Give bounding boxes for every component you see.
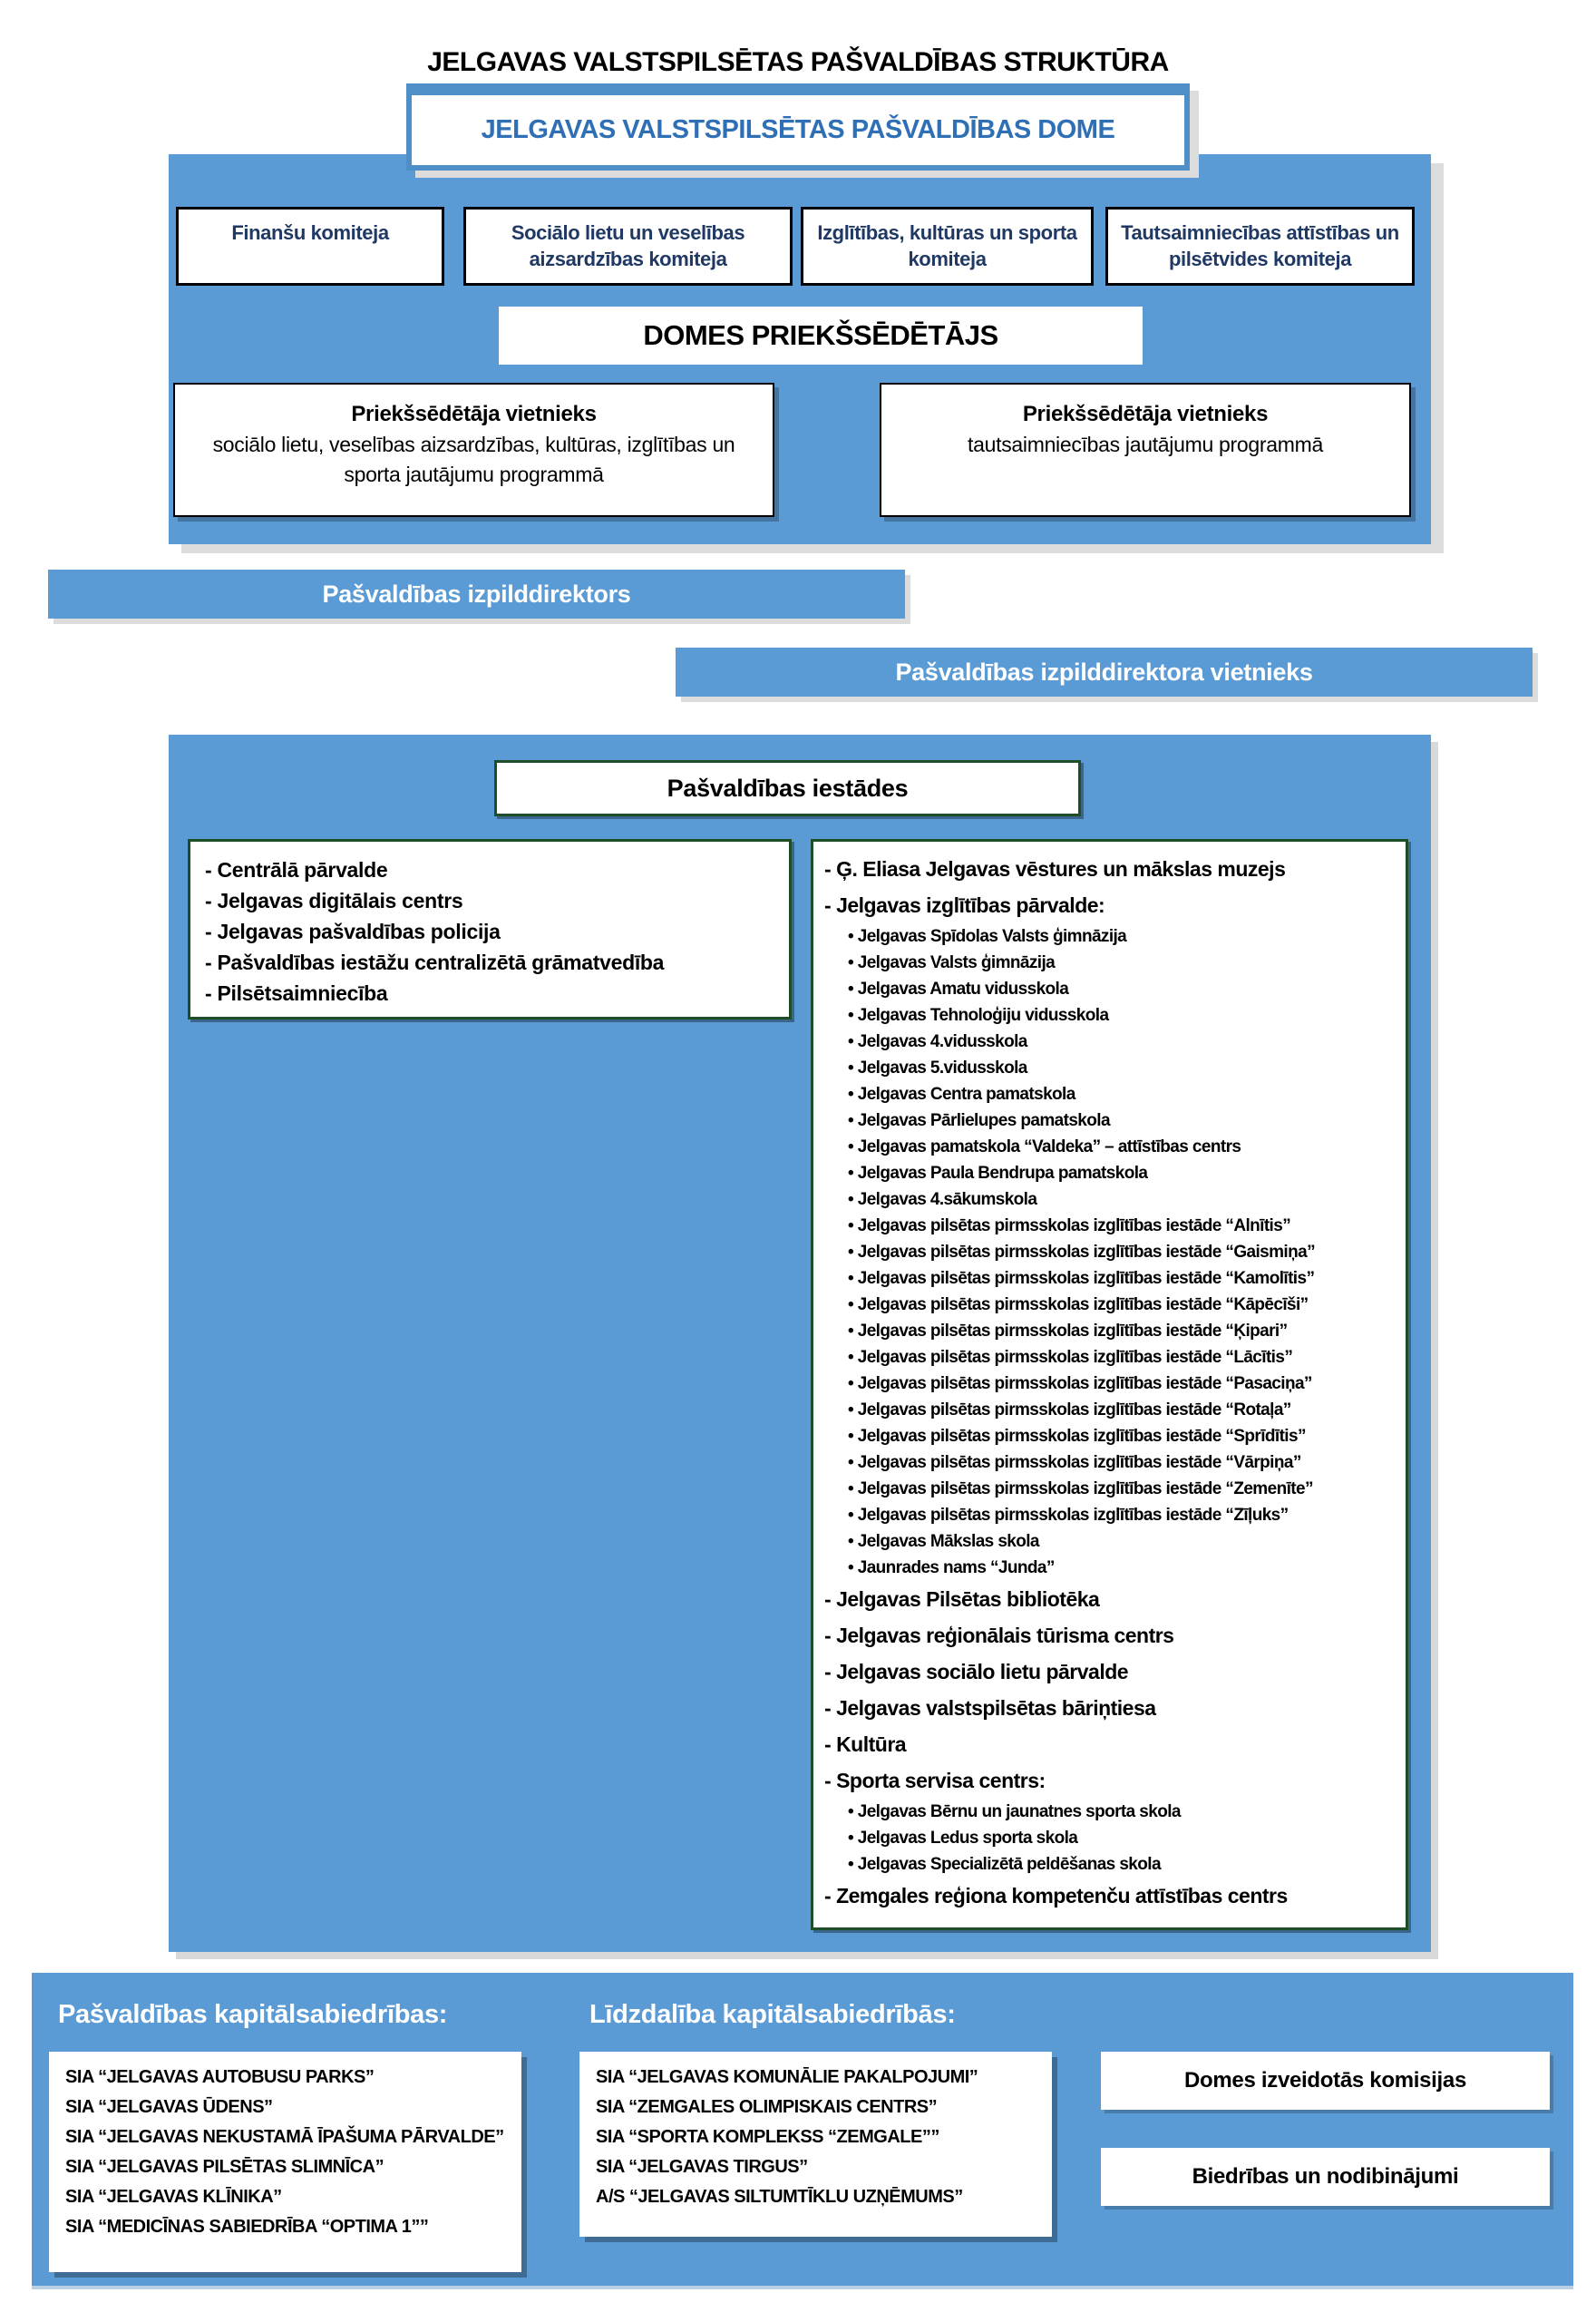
dome-title: JELGAVAS VALSTSPILSĒTAS PAŠVALDĪBAS DOME <box>481 115 1115 144</box>
company-item: SIA “JELGAVAS TIRGUS” <box>596 2157 808 2177</box>
institutions-header-box <box>494 760 1081 816</box>
committee-label: Finanšu komiteja <box>231 221 389 244</box>
dome-box <box>406 83 1190 171</box>
deputy-chairman-box-social <box>173 383 774 517</box>
dome-box-inner <box>412 95 1184 165</box>
institution-item: - Sporta servisa centrs: <box>824 1762 1395 1799</box>
institution-item: • Jelgavas Tehnoloģiju vidusskola <box>848 1002 1395 1029</box>
chairman-title: DOMES PRIEKŠSĒDĒTĀJS <box>643 319 998 351</box>
institution-item: • Jelgavas 4.vidusskola <box>848 1029 1395 1055</box>
institution-item: • Jelgavas pamatskola “Valdeka” – attīstības centrs <box>848 1134 1395 1160</box>
page-title: JELGAVAS VALSTSPILSĒTAS PAŠVALDĪBAS STRUKTŪRA <box>427 47 1169 77</box>
company-item: SIA “JELGAVAS AUTOBUSU PARKS” <box>65 2067 375 2087</box>
institution-item: • Jelgavas Bērnu un jaunatnes sporta skola <box>848 1799 1395 1825</box>
institution-item: - Kultūra <box>824 1726 1395 1762</box>
executive-director-bar <box>48 570 905 619</box>
institutions-panel <box>169 735 1431 1952</box>
associations-box <box>1101 2148 1550 2206</box>
institution-item: • Jelgavas Paula Bendrupa pamatskola <box>848 1160 1395 1186</box>
institution-item: - Ģ. Eliasa Jelgavas vēstures un mākslas muzejs <box>824 851 1395 887</box>
institution-item: - Jelgavas sociālo lietu pārvalde <box>824 1654 1395 1690</box>
institution-item: • Jelgavas pilsētas pirmsskolas izglītības iestāde “Kāpēcīši” <box>848 1292 1395 1318</box>
associations-label: Biedrības un nodibinājumi <box>1192 2164 1459 2189</box>
institution-item: - Jelgavas pašvaldības policija <box>205 916 774 947</box>
institution-item: • Jelgavas pilsētas pirmsskolas izglītības iestāde “Vārpiņa” <box>848 1449 1395 1476</box>
committee-box-social-health <box>463 207 793 286</box>
institution-item: - Jelgavas izglītības pārvalde: <box>824 887 1395 923</box>
committee-box-finance <box>176 207 444 286</box>
institution-item: - Pilsētsaimniecība <box>205 978 774 1009</box>
deputy-title: Priekšsēdētāja vietnieks <box>351 402 597 426</box>
companies-panel <box>32 1973 1573 2286</box>
committee-box-economy-urban <box>1105 207 1415 286</box>
institution-item: • Jelgavas pilsētas pirmsskolas izglītības iestāde “Zīļuks” <box>848 1502 1395 1528</box>
company-item: SIA “JELGAVAS KOMUNĀLIE PAKALPOJUMI” <box>596 2067 978 2087</box>
company-item: SIA “ZEMGALES OLIMPISKAIS CENTRS” <box>596 2097 938 2117</box>
institution-item: • Jelgavas 4.sākumskola <box>848 1186 1395 1213</box>
committee-label: Sociālo lietu un veselības aizsardzības komiteja <box>511 221 745 270</box>
institution-item: • Jelgavas pilsētas pirmsskolas izglītības iestāde “Sprīdītis” <box>848 1423 1395 1449</box>
institution-item: • Jelgavas pilsētas pirmsskolas izglītības iestāde “Ķipari” <box>848 1318 1395 1344</box>
company-item: SIA “JELGAVAS KLĪNIKA” <box>65 2187 282 2207</box>
deputy-subtitle: sociālo lietu, veselības aizsardzības, kultūras, izglītības un sporta jautājumu programmā <box>212 433 735 486</box>
deputy-subtitle: tautsaimniecības jautājumu programmā <box>968 433 1323 456</box>
institution-item: • Jelgavas pilsētas pirmsskolas izglītības iestāde “Rotaļa” <box>848 1397 1395 1423</box>
institution-item: • Jelgavas pilsētas pirmsskolas izglītības iestāde “Alnītis” <box>848 1213 1395 1239</box>
company-item: SIA “SPORTA KOMPLEKSS “ZEMGALE”” <box>596 2127 939 2147</box>
institution-item: • Jelgavas pilsētas pirmsskolas izglītības iestāde “Lācītis” <box>848 1344 1395 1371</box>
institution-item: • Jelgavas pilsētas pirmsskolas izglītības iestāde “Pasaciņa” <box>848 1371 1395 1397</box>
company-item: SIA “JELGAVAS NEKUSTAMĀ ĪPAŠUMA PĀRVALDE” <box>65 2127 504 2147</box>
executive-director-deputy-bar <box>676 648 1533 697</box>
institution-item: • Jelgavas Pārlielupes pamatskola <box>848 1107 1395 1134</box>
institution-item: • Jelgavas Amatu vidusskola <box>848 976 1395 1002</box>
commissions-box <box>1101 2052 1550 2110</box>
institutions-title: Pašvaldības iestādes <box>667 774 909 802</box>
institution-item: • Jelgavas Centra pamatskola <box>848 1081 1395 1107</box>
institution-item: • Jelgavas Specializētā peldēšanas skola <box>848 1851 1395 1878</box>
institution-item: • Jaunrades nams “Junda” <box>848 1555 1395 1581</box>
institution-item: • Jelgavas pilsētas pirmsskolas izglītības iestāde “Gaismiņa” <box>848 1239 1395 1265</box>
institution-item: • Jelgavas Mākslas skola <box>848 1528 1395 1555</box>
chairman-box <box>499 307 1143 365</box>
company-item: SIA “JELGAVAS PILSĒTAS SLIMNĪCA” <box>65 2157 384 2177</box>
municipal-companies-title: Pašvaldības kapitālsabiedrības: <box>58 2000 448 2029</box>
institution-item: • Jelgavas pilsētas pirmsskolas izglītības iestāde “Zemenīte” <box>848 1476 1395 1502</box>
municipal-companies-box <box>49 2052 521 2272</box>
company-item: SIA “MEDICĪNAS SABIEDRĪBA “OPTIMA 1”” <box>65 2217 429 2237</box>
institution-item: • Jelgavas 5.vidusskola <box>848 1055 1395 1081</box>
institution-item: - Zemgales reģiona kompetenču attīstības centrs <box>824 1878 1395 1914</box>
institution-item: - Jelgavas digitālais centrs <box>205 885 774 916</box>
participation-companies-title: Līdzdalība kapitālsabiedrībās: <box>589 2000 956 2029</box>
institution-item: • Jelgavas Spīdolas Valsts ģimnāzija <box>848 923 1395 950</box>
institution-item: - Jelgavas reģionālais tūrisma centrs <box>824 1617 1395 1654</box>
institution-item: • Jelgavas Ledus sporta skola <box>848 1825 1395 1851</box>
institution-item: - Jelgavas valstspilsētas bāriņtiesa <box>824 1690 1395 1726</box>
institutions-left-list-box <box>188 839 792 1020</box>
deputy-title: Priekšsēdētāja vietnieks <box>1022 402 1269 426</box>
participation-companies-box <box>579 2052 1052 2237</box>
executive-director-deputy-label: Pašvaldības izpilddirektora vietnieks <box>895 658 1313 686</box>
institution-item: • Jelgavas Valsts ģimnāzija <box>848 950 1395 976</box>
council-panel <box>169 154 1431 544</box>
institution-item: - Centrālā pārvalde <box>205 854 774 885</box>
committee-box-education-culture-sport <box>801 207 1094 286</box>
company-item: A/S “JELGAVAS SILTUMTĪKLU UZŅĒMUMS” <box>596 2187 963 2207</box>
committee-label: Izglītības, kultūras un sporta komiteja <box>817 221 1077 270</box>
commissions-label: Domes izveidotās komisijas <box>1184 2068 1466 2093</box>
institutions-right-list-box <box>811 839 1408 1930</box>
institution-item: - Pašvaldības iestāžu centralizētā grāmatvedība <box>205 947 774 978</box>
institution-item: • Jelgavas pilsētas pirmsskolas izglītības iestāde “Kamolītis” <box>848 1265 1395 1292</box>
executive-director-label: Pašvaldības izpilddirektors <box>322 580 631 608</box>
company-item: SIA “JELGAVAS ŪDENS” <box>65 2097 273 2117</box>
deputy-chairman-box-economy <box>880 383 1411 517</box>
institution-item: - Jelgavas Pilsētas bibliotēka <box>824 1581 1395 1617</box>
committee-label: Tautsaimniecības attīstības un pilsētvides komiteja <box>1121 221 1399 270</box>
